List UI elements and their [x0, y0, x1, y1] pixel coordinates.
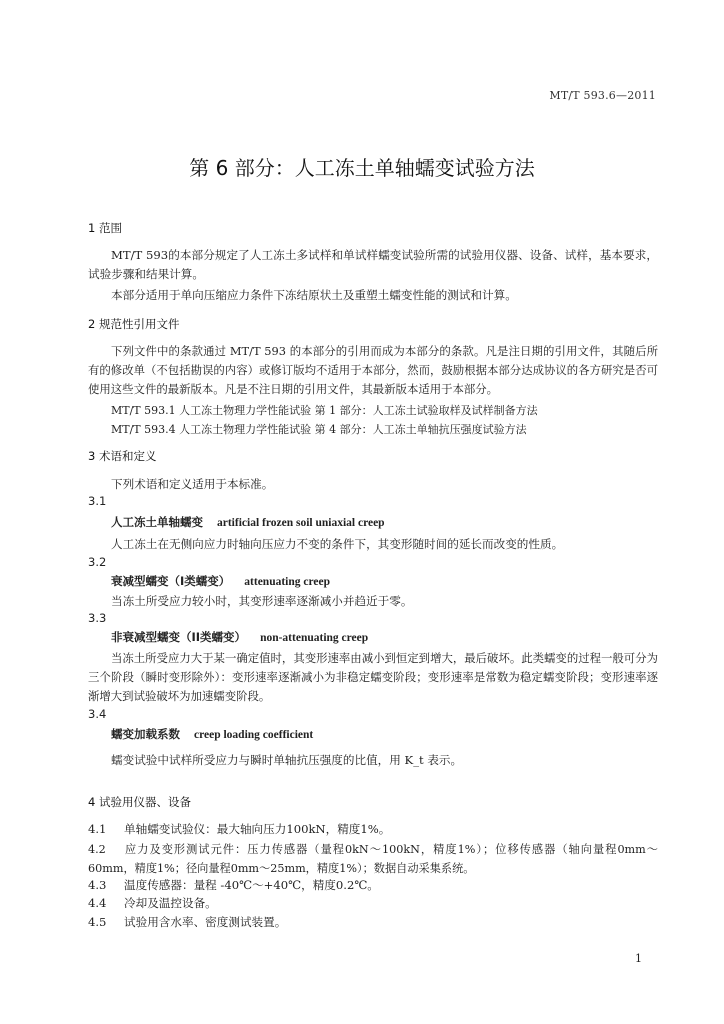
term-title: 人工冻土单轴蠕变 artificial frozen soil uniaxial creep: [111, 515, 385, 529]
term-title: 非衰减型蠕变（II类蠕变） non-attenuating creep: [111, 630, 369, 644]
term-definition: 当冻土所受应力大于某一确定值时，其变形速率由减小到恒定到增大，最后破坏。此类蠕变的过程一般可分为三个阶段（瞬时变形除外）：变形速率逐渐减小为非稳定蠕变阶段；变形速率是常数为稳定蠕变阶段；变形速率逐渐增大到试验破坏为加速蠕变阶段。: [88, 651, 658, 703]
page-title: 第 6 部分：人工冻土单轴蠕变试验方法: [189, 156, 535, 180]
term-number: 3.1: [88, 494, 107, 508]
section-2-heading: 2 规范性引用文件: [88, 317, 180, 331]
term-definition: 当冻土所受应力较小时，其变形速率逐渐减小并趋近于零。: [111, 594, 413, 608]
reference-2: MT/T 593.4 人工冻土物理力学性能试验 第 4 部分：人工冻土单轴抗压强度试验方法: [111, 423, 527, 436]
section-4-heading: 4 试验用仪器、设备: [88, 795, 191, 809]
section-2-paragraph: 下列文件中的条款通过 MT/T 593 的本部分的引用而成为本部分的条款。凡是注日期的引用文件，其随后所有的修改单（不包括勘误的内容）或修订版均不适用于本部分，然而，鼓励根据本部分达成协议的各方研究是否可使用这些文件的最新版本。凡是不注日期的引用文件，其最新版本适用于本部分。: [88, 344, 658, 396]
list-item: 4.5 试验用含水率、密度测试装置。: [88, 915, 287, 929]
standard-number: MT/T 593.6—2011: [549, 89, 656, 102]
section-1-heading: 1 范围: [88, 221, 122, 235]
list-item: 4.2 应力及变形测试元件：压力传感器（量程0kN～100kN，精度1%）；位移传感器（轴向量程0mm～60mm，精度1%；径向量程0mm～25mm，精度1%）；数据自动采集系统。: [88, 843, 658, 875]
term-number: 3.4: [88, 707, 107, 721]
term-definition: 蠕变试验中试样所受应力与瞬时单轴抗压强度的比值，用 K_t 表示。: [111, 753, 463, 767]
term-title: 衰减型蠕变（I类蠕变） attenuating creep: [111, 574, 330, 588]
term-title: 蠕变加载系数 creep loading coefficient: [111, 727, 314, 741]
reference-1: MT/T 593.1 人工冻土物理力学性能试验 第 1 部分：人工冻土试验取样及试样制备方法: [111, 404, 538, 417]
section-1-paragraph-2: 本部分适用于单向压缩应力条件下冻结原状土及重塑土蠕变性能的测试和计算。: [111, 288, 517, 302]
page-number: 1: [635, 952, 642, 965]
section-1-paragraph-1: MT/T 593的本部分规定了人工冻土多试样和单试样蠕变试验所需的试验用仪器、设备、试样，基本要求，试验步骤和结果计算。: [88, 248, 658, 281]
section-3-heading: 3 术语和定义: [88, 449, 157, 463]
section-3-intro: 下列术语和定义适用于本标准。: [111, 477, 274, 491]
list-item: 4.1 单轴蠕变试验仪：最大轴向压力100kN，精度1%。: [88, 822, 391, 836]
term-definition: 人工冻土在无侧向应力时轴向压应力不变的条件下，其变形随时间的延长而改变的性质。: [111, 537, 564, 551]
list-item: 4.4 冷却及温控设备。: [88, 896, 217, 910]
term-number: 3.3: [88, 611, 107, 625]
term-number: 3.2: [88, 555, 107, 569]
list-item: 4.3 温度传感器：量程 -40℃～+40℃，精度0.2℃。: [88, 878, 379, 892]
